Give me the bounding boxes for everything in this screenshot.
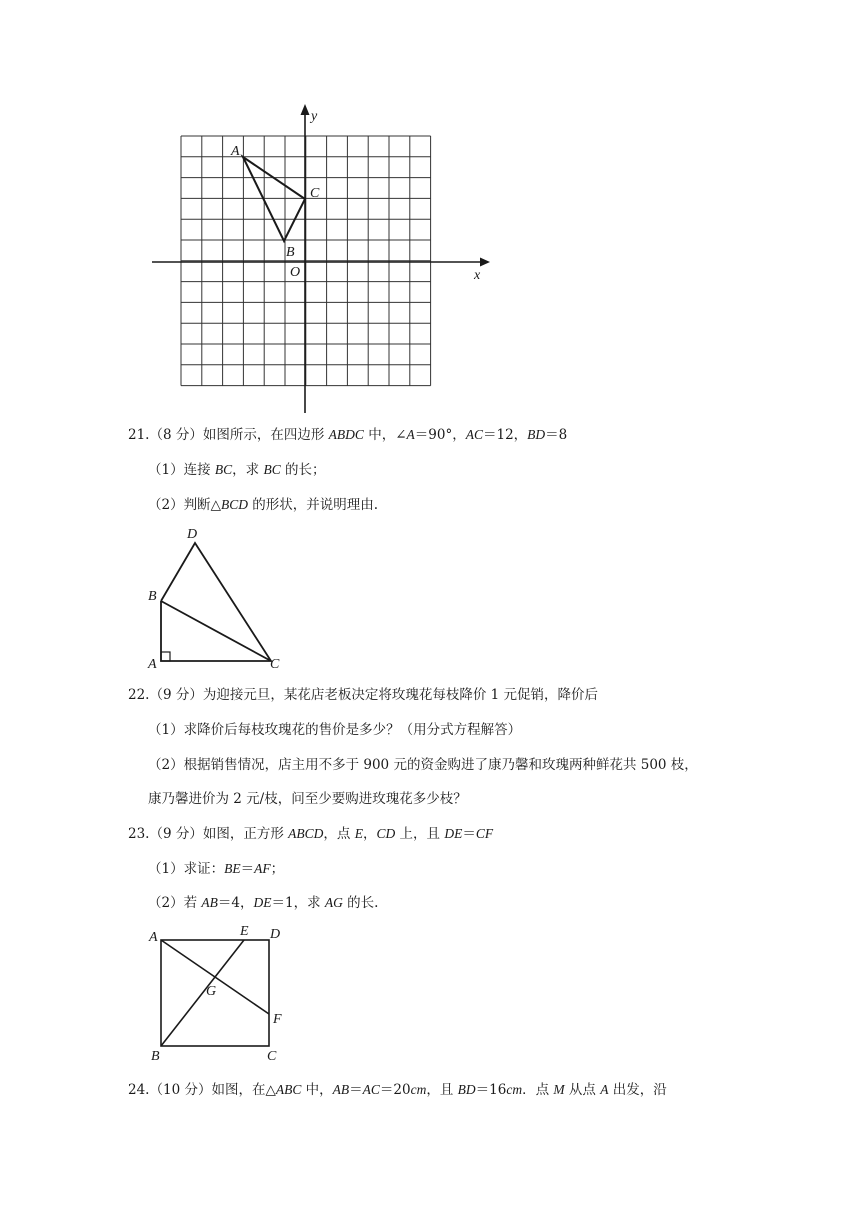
q23-var: ABCD [288,826,324,841]
q24-var: AC [362,1082,380,1097]
q24-unit: cm [506,1082,523,1097]
q21-p1-var: BC [214,462,233,477]
q21-part-2 [148,495,378,515]
label-point-g: G [206,984,217,999]
q23-p2-var: DE [253,895,272,910]
q21-p1-text: （1）连接 [148,462,215,478]
label-point-d: D [270,927,281,942]
quad-outline [161,543,271,661]
q24-var: AB [332,1082,350,1097]
q23-p1-var: BE [224,861,241,876]
q23-p1-text: ＝ [240,861,255,877]
q23-p2-var: AB [201,895,218,910]
q22-stem [128,685,598,705]
q21-text: 中，∠ [363,427,407,443]
q22-part-1: （1）求降价后每枝玫瑰花的售价是多少？（用分式方程解答） [148,722,522,738]
label-origin-o: O [290,265,301,280]
q24-text: ＝20 [379,1082,411,1098]
q23-score: （9 分） [149,826,203,842]
quadrilateral-abdc-figure [140,520,300,675]
q23-var: E [354,826,363,841]
label-point-b: B [286,245,295,260]
q24-text: ＝ [349,1082,363,1098]
q24-stem [128,1080,667,1100]
q24-var: ABC [275,1082,302,1097]
q21-var: AC [465,427,483,442]
q23-stem [128,824,493,844]
q21-var: A [406,427,415,442]
q21-p2-text: 的形状，并说明理由. [247,497,379,513]
q24-text: 从点 [564,1082,601,1098]
x-axis [152,258,490,267]
segment-af [161,940,269,1014]
label-point-e: E [240,924,249,939]
q23-text: ，点 [323,826,355,842]
label-point-c: C [267,1049,277,1064]
q23-number: 23. [128,826,150,842]
q23-p1-text: ； [270,861,285,877]
label-point-c: C [270,657,280,672]
label-point-f: F [273,1012,282,1027]
q22-part-2: （2）根据销售情况，店主用不多于 900 元的资金购进了康乃馨和玫瑰两种鲜花共 500 枝， [148,757,698,773]
q21-number: 21. [128,427,150,443]
right-angle-mark [161,652,170,661]
label-point-a: A [231,144,240,159]
q21-p1-text: ，求 [232,462,264,478]
q21-var: BD [527,427,546,442]
q23-text: 上，且 [395,826,445,842]
coordinate-grid-figure [148,100,508,420]
square-abcd-figure [140,918,300,1066]
segment-be [161,940,244,1046]
q21-text: 如图所示，在四边形 [202,427,329,443]
q23-var: CD [376,826,396,841]
q23-var: CF [475,826,494,841]
q21-part-1 [148,460,326,480]
q24-var: A [600,1082,609,1097]
q21-text: ＝8 [545,427,568,443]
y-axis [301,104,310,413]
q24-text: 出发，沿 [608,1082,667,1098]
q24-text: 中， [301,1082,333,1098]
q24-var: M [553,1082,565,1097]
q21-text: ＝12， [482,427,528,443]
q23-p2-text: 的长. [342,895,379,911]
q23-text: ＝ [462,826,476,842]
label-point-a: A [149,930,158,945]
label-y-axis: y [311,109,318,124]
q23-part-1 [148,859,284,879]
q21-p1-var: BC [263,462,281,477]
q23-p2-var: AG [324,895,343,910]
segment-bc [161,601,271,661]
q23-var: DE [444,826,463,841]
label-point-b: B [148,589,157,604]
label-point-d: D [187,527,198,542]
label-point-a: A [148,657,157,672]
q24-score: （10 分） [149,1082,212,1098]
q21-stem [128,425,567,445]
q23-p2-text: ＝1，求 [271,895,325,911]
q24-unit: cm [410,1082,427,1097]
q21-score: （8 分） [149,427,203,443]
q24-text: ．点 [522,1082,554,1098]
q23-part-2 [148,893,378,913]
q23-p1-var: AF [254,861,271,876]
triangle-abc [243,157,305,241]
q21-p1-text: 的长； [280,462,326,478]
q23-text: 如图，正方形 [202,826,289,842]
q22-number: 22. [128,687,150,703]
q24-text: ＝16 [475,1082,507,1098]
q22-part-2-cont: 康乃馨进价为 2 元/枝，问至少要购进玫瑰花多少枝？ [148,791,467,807]
q21-var: ABDC [328,427,364,442]
q21-text: ＝90°， [414,427,466,443]
q24-var: BD [457,1082,476,1097]
q22-score: （9 分） [149,687,203,703]
q23-text: ， [362,826,377,842]
label-x-axis: x [474,268,481,283]
q23-p2-text: ＝4， [217,895,254,911]
q24-text: ，且 [426,1082,458,1098]
q21-p2-text: （2）判断△ [148,497,221,513]
q24-number: 24. [128,1082,150,1098]
label-point-b: B [151,1049,160,1064]
q21-p2-var: BCD [220,497,248,512]
q24-text: 如图，在△ [211,1082,276,1098]
label-point-c: C [310,186,320,201]
q22-text: 为迎接元旦，某花店老板决定将玫瑰花每枝降价 1 元促销，降价后 [202,687,599,703]
q23-p1-text: （1）求证： [148,861,225,877]
q23-p2-text: （2）若 [148,895,202,911]
